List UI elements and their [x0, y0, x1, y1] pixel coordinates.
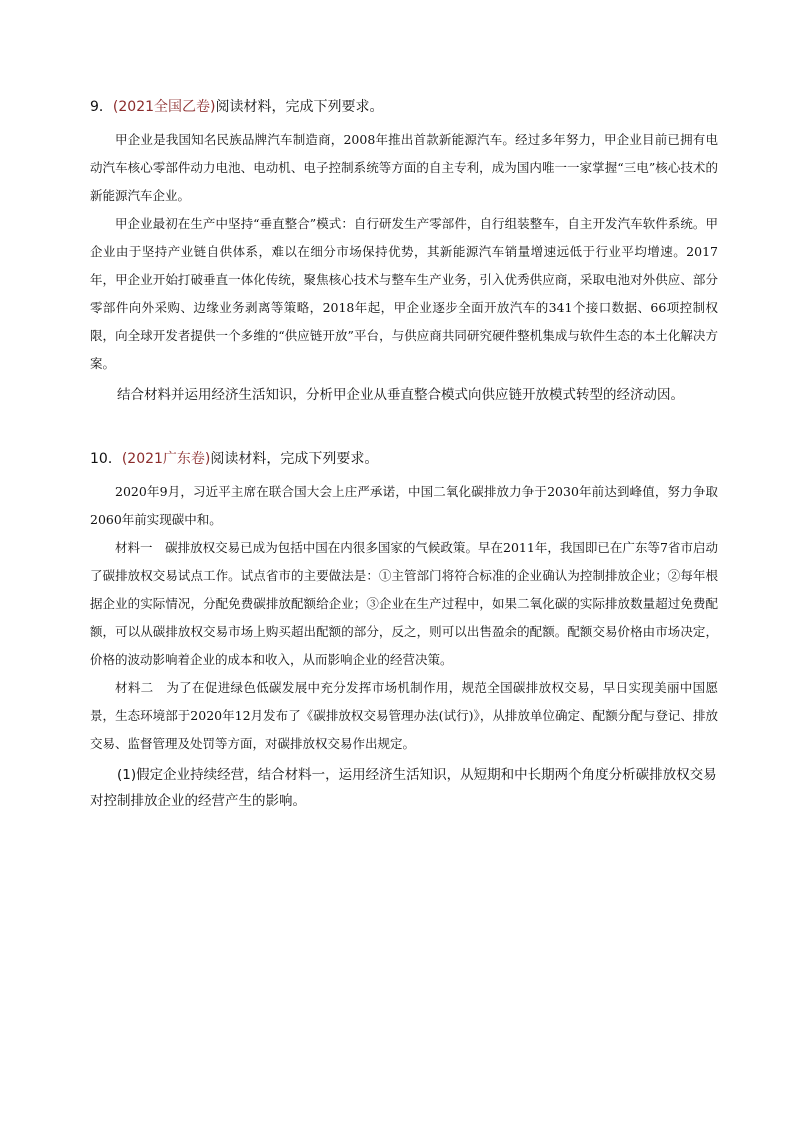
- question-number: 10．: [90, 451, 122, 467]
- sub-question: (1)假定企业持续经营，结合材料一，运用经济生活知识，从短期和中长期两个角度分析碳排放权交易对控制排放企业的经营产生的影响。: [90, 767, 717, 809]
- material-paragraph: 2020年9月，习近平主席在联合国大会上庄严承诺，中国二氧化碳排放力争于2030年前达到峰值，努力争取2060年前实现碳中和。: [90, 484, 718, 527]
- question-source: (2021全国乙卷): [112, 99, 216, 115]
- question-prompt: 结合材料并运用经济生活知识，分析甲企业从垂直整合模式向供应链开放模式转型的经济动因。: [117, 387, 684, 403]
- question-10-header: [90, 448, 718, 470]
- material-paragraph: 甲企业最初在生产中坚持“垂直整合”模式：自行研发生产零部件，自行组装整车，自主开发汽车软件系统。甲企业由于坚持产业链自供体系，难以在细分市场保持优势，其新能源汽车销量增速远低于行业平均增速。2017年，甲企业开始打破垂直一体化传统，聚焦核心技术与整车生产业务，引入优秀供应商，采取电池对外供应、部分零部件向外采购、边缘业务剥离等策略，2018年起，甲企业逐步全面开放汽车的341个接口数据、66项控制权限，向全球开发者提供一个多维的“供应链开放”平台，与供应商共同研究硬件整机集成与软件生态的本土化解决方案。: [90, 216, 718, 371]
- question-number: 9．: [90, 99, 113, 115]
- question-9-header: [90, 96, 718, 118]
- question-instruction: 阅读材料，完成下列要求。: [210, 451, 379, 467]
- document-page: [90, 96, 718, 854]
- question-10: [90, 448, 718, 814]
- question-instruction: 阅读材料，完成下列要求。: [215, 99, 384, 115]
- material-paragraph: 甲企业是我国知名民族品牌汽车制造商，2008年推出首款新能源汽车。经过多年努力，甲企业目前已拥有电动汽车核心零部件动力电池、电动机、电子控制系统等方面的自主专利，成为国内唯一一家掌握“三电”核心技术的新能源汽车企业。: [90, 132, 718, 203]
- material-paragraph: 材料二 为了在促进绿色低碳发展中充分发挥市场机制作用，规范全国碳排放权交易，早日实现美丽中国愿景，生态环境部于2020年12月发布了《碳排放权交易管理办法(试行)》，从排放单位确定、配额分配与登记、排放交易、监督管理及处罚等方面，对碳排放权交易作出规定。: [90, 680, 718, 751]
- question-9: [90, 96, 718, 408]
- material-paragraph: 材料一 碳排放权交易已成为包括中国在内很多国家的气候政策。早在2011年，我国即已在广东等7省市启动了碳排放权交易试点工作。试点省市的主要做法是：①主管部门将符合标准的企业确认为控制排放企业；②每年根据企业的实际情况，分配免费碳排放配额给企业；③企业在生产过程中，如果二氧化碳的实际排放数量超过免费配额，可以从碳排放权交易市场上购买超出配额的部分，反之，则可以出售盈余的配额。配额交易价格由市场决定，价格的波动影响着企业的成本和收入，从而影响企业的经营决策。: [90, 540, 718, 667]
- question-source: (2021广东卷): [121, 451, 211, 467]
